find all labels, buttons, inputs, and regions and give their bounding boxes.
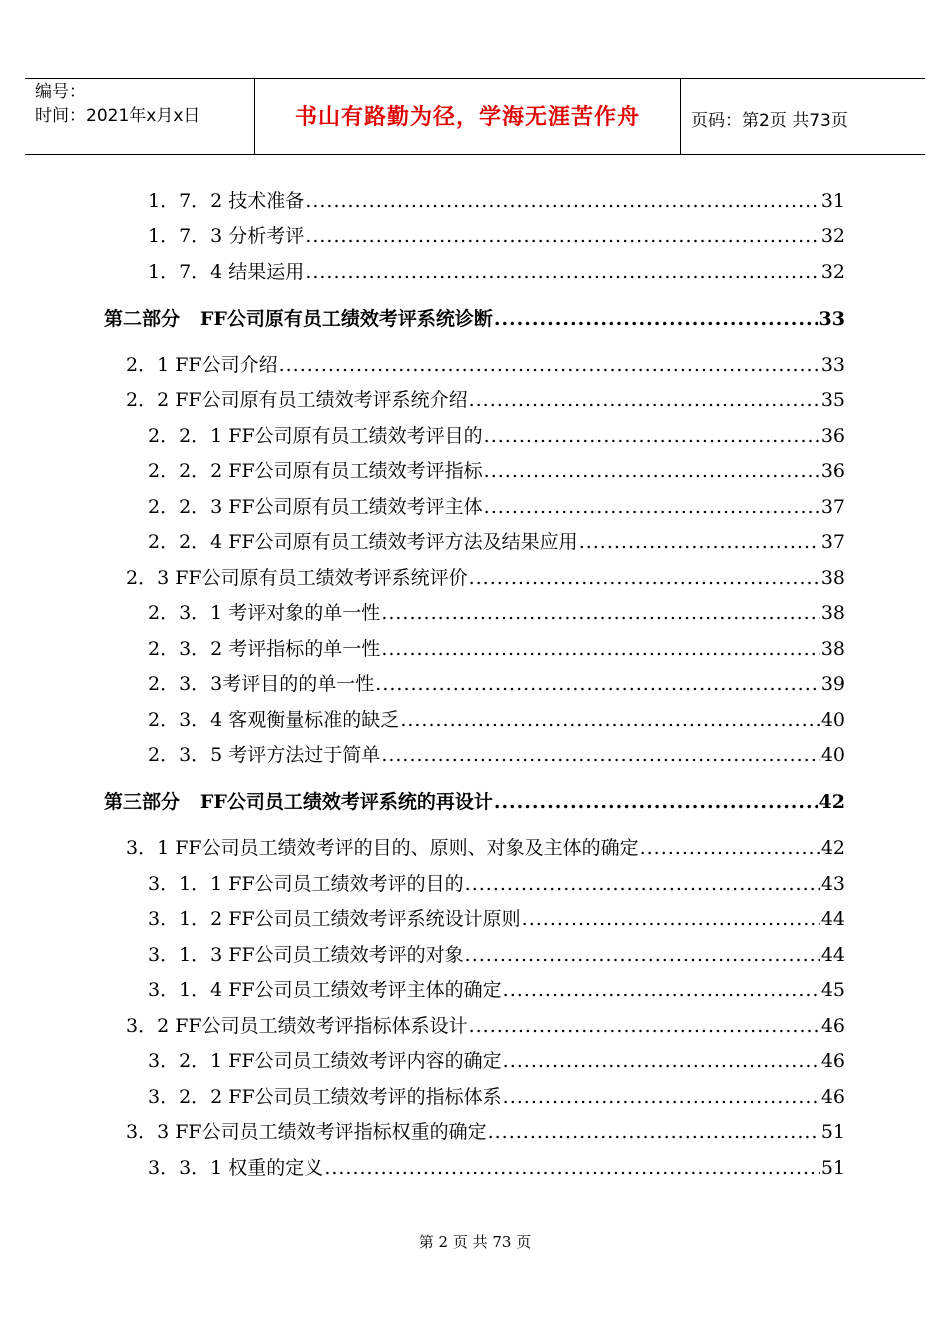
number-label: 编号：: [35, 82, 86, 102]
toc-entry[interactable]: 3．1．2 FF公司员工绩效考评系统设计原则 ..... 44: [148, 904, 845, 934]
toc-entry[interactable]: 2．3．1 考评对象的单一性 ..... 38: [148, 598, 845, 628]
toc-entry[interactable]: 2．3．5 考评方法过于简单 ..... 40: [148, 740, 845, 770]
header-left: [35, 80, 200, 128]
toc-entry[interactable]: 1．7．3 分析考评 ..... 32: [148, 221, 845, 251]
toc-entry[interactable]: 3．3 FF公司员工绩效考评指标权重的确定 ..... 51: [126, 1117, 845, 1147]
toc-entry[interactable]: 2．2 FF公司原有员工绩效考评系统介绍 ..... 35: [126, 385, 845, 415]
toc-entry[interactable]: 3．2．2 FF公司员工绩效考评的指标体系 ..... 46: [148, 1082, 845, 1112]
toc-entry[interactable]: 2．3 FF公司原有员工绩效考评系统评价 ..... 38: [126, 563, 845, 593]
toc-entry[interactable]: 2．2．4 FF公司原有员工绩效考评方法及结果应用 ..... 37: [148, 527, 845, 557]
toc-entry[interactable]: 3．3．1 权重的定义 ..... 51: [148, 1153, 845, 1183]
toc-part-heading[interactable]: 第二部分 FF公司原有员工绩效考评系统诊断 ..... 33: [104, 304, 845, 334]
header-page-info: 页码：第2页 共73页: [691, 111, 848, 131]
toc-entry[interactable]: 1．7．4 结果运用 ..... 32: [148, 257, 845, 287]
toc-entry[interactable]: 3．1 FF公司员工绩效考评的目的、原则、对象及主体的确定 ..... 42: [126, 833, 845, 863]
toc-entry[interactable]: 2．3．3考评目的的单一性 ..... 39: [148, 669, 845, 699]
toc-entry[interactable]: 3．1．1 FF公司员工绩效考评的目的 ..... 43: [148, 869, 845, 899]
toc-entry[interactable]: 2．2．1 FF公司原有员工绩效考评目的 ..... 36: [148, 421, 845, 451]
toc-part-heading[interactable]: 第三部分 FF公司员工绩效考评系统的再设计 ..... 42: [104, 787, 845, 817]
toc-entry[interactable]: 2．1 FF公司介绍 ..... 33: [126, 350, 845, 380]
header-motto: 书山有路勤为径，学海无涯苦作舟: [294, 105, 640, 130]
header-top-rule: [25, 78, 925, 79]
toc-entry[interactable]: 3．1．4 FF公司员工绩效考评主体的确定 ..... 45: [148, 975, 845, 1005]
toc-entry[interactable]: 3．1．3 FF公司员工绩效考评的对象 ..... 44: [148, 940, 845, 970]
toc-entry[interactable]: 2．3．2 考评指标的单一性 ..... 38: [148, 634, 845, 664]
toc-entry[interactable]: 3．2．1 FF公司员工绩效考评内容的确定 ..... 46: [148, 1046, 845, 1076]
toc-entry[interactable]: 2．2．3 FF公司原有员工绩效考评主体 ..... 37: [148, 492, 845, 522]
header-bottom-rule: [25, 154, 925, 155]
toc-entry[interactable]: 2．3．4 客观衡量标准的缺乏 ..... 40: [148, 705, 845, 735]
toc-entry[interactable]: 2．2．2 FF公司原有员工绩效考评指标 ..... 36: [148, 456, 845, 486]
header-divider: [680, 78, 681, 155]
time-label: 时间：2021年x月x日: [35, 106, 201, 126]
page-footer: 第 2 页 共 73 页: [418, 1233, 532, 1251]
toc-entry[interactable]: 3．2 FF公司员工绩效考评指标体系设计 ..... 46: [126, 1011, 845, 1041]
toc-entry[interactable]: 1．7．2 技术准备 ..... 31: [148, 186, 845, 216]
